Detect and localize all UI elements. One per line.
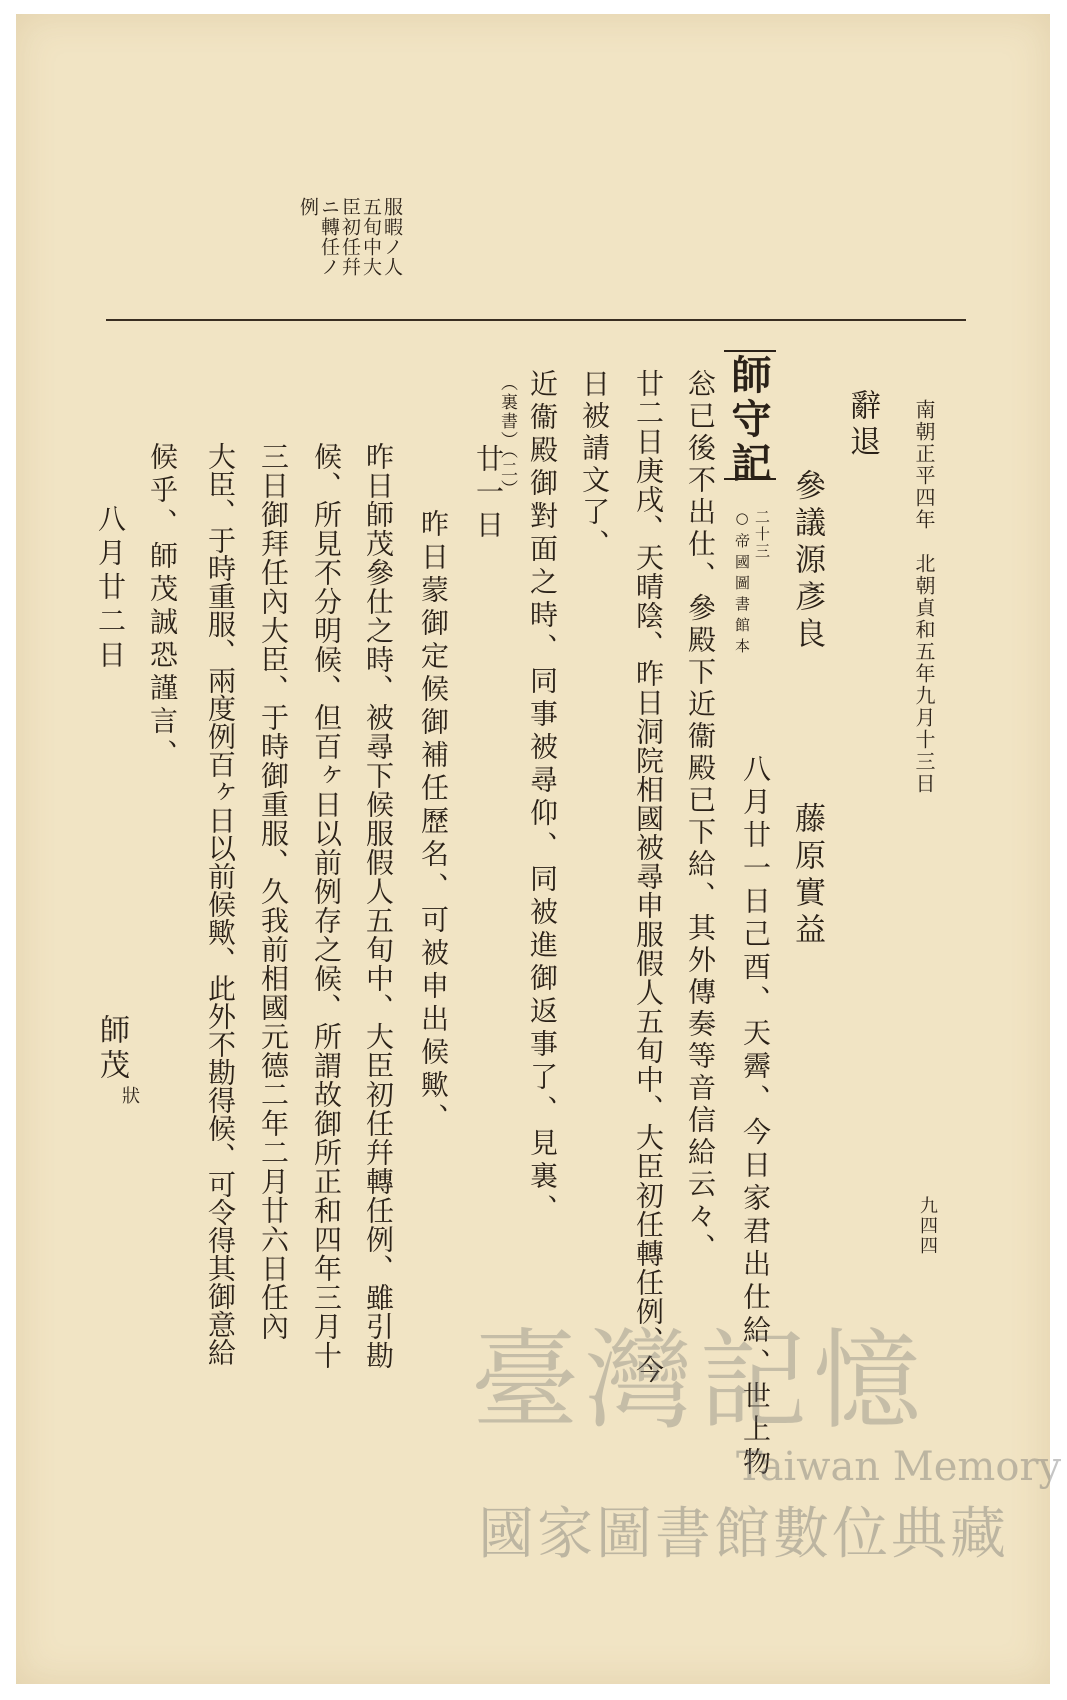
watermark-english: Taiwan Memory <box>736 1444 1062 1490</box>
headnote-line: 臣初任幷 <box>339 197 361 277</box>
text-column: 八月廿一日己酉、天霽、今日家君出仕給、世上物 <box>739 754 772 1480</box>
text-column: 近衞殿御對面之時、同事被尋仰、同被進御返事了、見裏、 <box>526 369 559 1227</box>
text-column: 忩已後不出仕、參殿下近衞殿已下給、其外傳奏等音信給云々、 <box>684 369 717 1265</box>
text-column: 昨日蒙御定候御補任歷名、可被申出候歟、 <box>417 509 450 1136</box>
signature: 師茂 <box>94 1014 129 1084</box>
source-note: 二十三 <box>753 509 771 560</box>
text-column: 辭退 <box>844 389 880 461</box>
verso-note: （裏書）（二） <box>497 374 517 499</box>
headnote-line: ニ轉任ノ <box>318 197 340 277</box>
date-line: 八月廿二日 <box>94 504 127 674</box>
text-column: 廿二日庚戌、天晴陰、昨日洞院相國被尋申服假人五旬中、大臣初任轉任例、今 <box>632 369 665 1384</box>
scanned-page <box>16 14 1062 1684</box>
text-column: 候乎、師茂誠恐謹言、 <box>146 442 179 772</box>
source-note: ○帝國圖書館本 <box>733 509 751 659</box>
text-column: 參議源彥良 藤原實益 <box>789 469 825 950</box>
watermark-logo: 臺灣記憶 <box>471 1319 928 1444</box>
text-column: 昨日師茂參仕之時、被尋下候服假人五旬中、大臣初任幷轉任例、雖引勘 <box>362 442 395 1370</box>
running-title: 南朝正平四年 北朝貞和五年九月十三日 <box>912 399 936 795</box>
text-column: 日被請文了、 <box>578 369 611 561</box>
text-column: 三日御拜任內大臣、于時御重服、久我前相國元德二年二月廿六日任內 <box>257 442 290 1341</box>
signature-suffix: 狀 <box>119 1086 140 1106</box>
headnote-line: 例 <box>297 197 319 217</box>
source-title: 師守記 <box>725 354 772 486</box>
headnote-line: 服暇ノ人 <box>381 197 403 277</box>
text-column: 廿一日 <box>472 444 505 543</box>
text-column: 候、所見不分明候、但百ヶ日以前例存之候、所謂故御所正和四年三月十 <box>310 442 343 1370</box>
horizontal-rule <box>106 319 966 321</box>
source-bracket <box>724 350 776 480</box>
page-number: 九四四 <box>917 1196 938 1256</box>
headnote-line: 五旬中大 <box>360 197 382 277</box>
watermark-subtitle: 國家圖書館數位典藏 <box>478 1502 1009 1567</box>
text-column: 大臣、于時重服、兩度例百ヶ日以前候歟、此外不勘得候、可令得其御意給 <box>204 442 237 1366</box>
